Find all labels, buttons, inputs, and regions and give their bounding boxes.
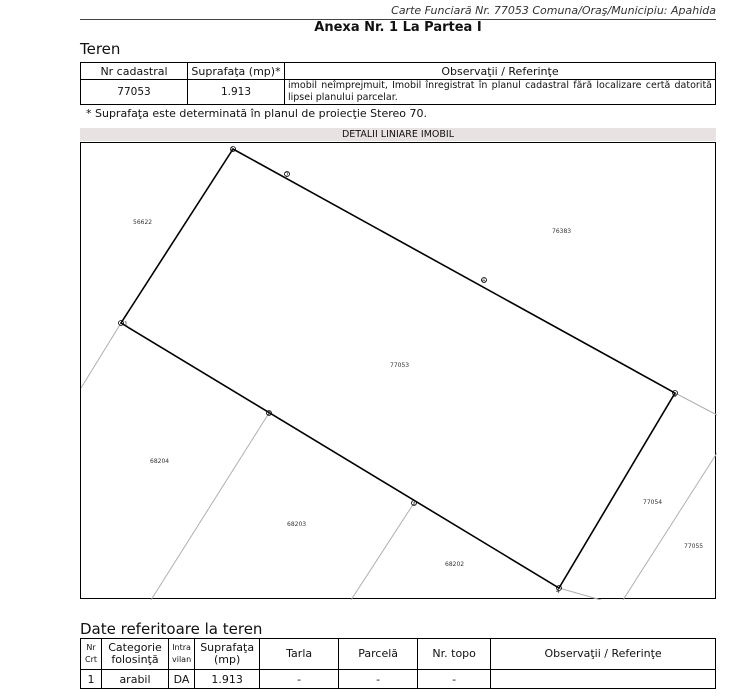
cell-tarla: - (260, 670, 339, 689)
annex-title: Anexa Nr. 1 La Partea I (314, 20, 482, 35)
neighbor-boundary (675, 393, 717, 415)
cell-categorie: arabil (102, 670, 169, 689)
plan-band-title: DETALII LINIARE IMOBIL (80, 128, 716, 141)
neighbor-boundary (623, 453, 717, 600)
vertex-label: 5 (673, 392, 677, 399)
cell-suprafata: 1.913 (188, 80, 285, 105)
cell-nr: 1 (81, 670, 102, 689)
vertex-label: 3 (412, 500, 416, 507)
teren-table (80, 62, 716, 105)
vertex-label: 2 (267, 410, 271, 417)
cell-nr-topo: - (418, 670, 491, 689)
parcel-label: 77053 (390, 362, 410, 369)
neighbor-boundary (351, 503, 414, 600)
date-heading: Date referitoare la teren (80, 620, 263, 638)
neighbor-label: 68203 (287, 521, 307, 528)
neighbor-label: 68204 (150, 458, 170, 465)
col-nr-topo: Nr. topo (418, 639, 491, 670)
table-row (81, 80, 716, 105)
projection-note: * Suprafaţa este determinată în planul de proiecţie Stereo 70. (86, 107, 428, 120)
cell-observatii (491, 670, 716, 689)
cell-intravilan: DA (169, 670, 195, 689)
neighbor-label: 76383 (552, 228, 572, 235)
col-intravilan: Intra vilan (169, 639, 195, 670)
parcel-plan (80, 142, 716, 599)
neighbor-label: 77055 (684, 543, 704, 550)
col-nr-crt: Nr Crt (81, 639, 102, 670)
col-tarla: Tarla (260, 639, 339, 670)
col-suprafata: Suprafaţa (mp) (195, 639, 260, 670)
neighbor-label: 68202 (445, 561, 465, 568)
teren-heading: Teren (80, 40, 121, 58)
vertex-label: 1 (124, 321, 128, 328)
vertex-label: 7 (285, 172, 289, 179)
col-categorie: Categorie folosinţă (102, 639, 169, 670)
date-table (80, 638, 716, 689)
cell-nr-cadastral: 77053 (81, 80, 188, 105)
col-suprafata: Suprafaţa (mp)* (188, 63, 285, 80)
parcel-plan-drawing (81, 143, 717, 600)
neighbor-boundary (559, 588, 601, 600)
table-row (81, 670, 716, 689)
col-nr-cadastral: Nr cadastral (81, 63, 188, 80)
document-reference: Carte Funciară Nr. 77053 Comuna/Oraş/Municipiu: Apahida (391, 4, 716, 17)
vertex-label: 6 (482, 278, 486, 285)
neighbor-label: 56622 (133, 219, 153, 226)
vertex-label: 4 (556, 588, 560, 595)
cell-parcela: - (339, 670, 418, 689)
cell-suprafata: 1.913 (195, 670, 260, 689)
col-observatii: Observaţii / Referinţe (285, 63, 716, 80)
neighbor-label: 77054 (643, 499, 663, 506)
neighbor-boundary (81, 323, 121, 388)
col-observatii: Observaţii / Referinţe (491, 639, 716, 670)
cell-observatii: imobil neîmprejmuit, Imobil înregistrat în planul cadastral fără localizare certă datorită lipsei planului parcelar. (285, 80, 716, 105)
neighbor-boundary (151, 413, 269, 600)
vertex-label: 8 (230, 147, 234, 154)
col-parcela: Parcelă (339, 639, 418, 670)
